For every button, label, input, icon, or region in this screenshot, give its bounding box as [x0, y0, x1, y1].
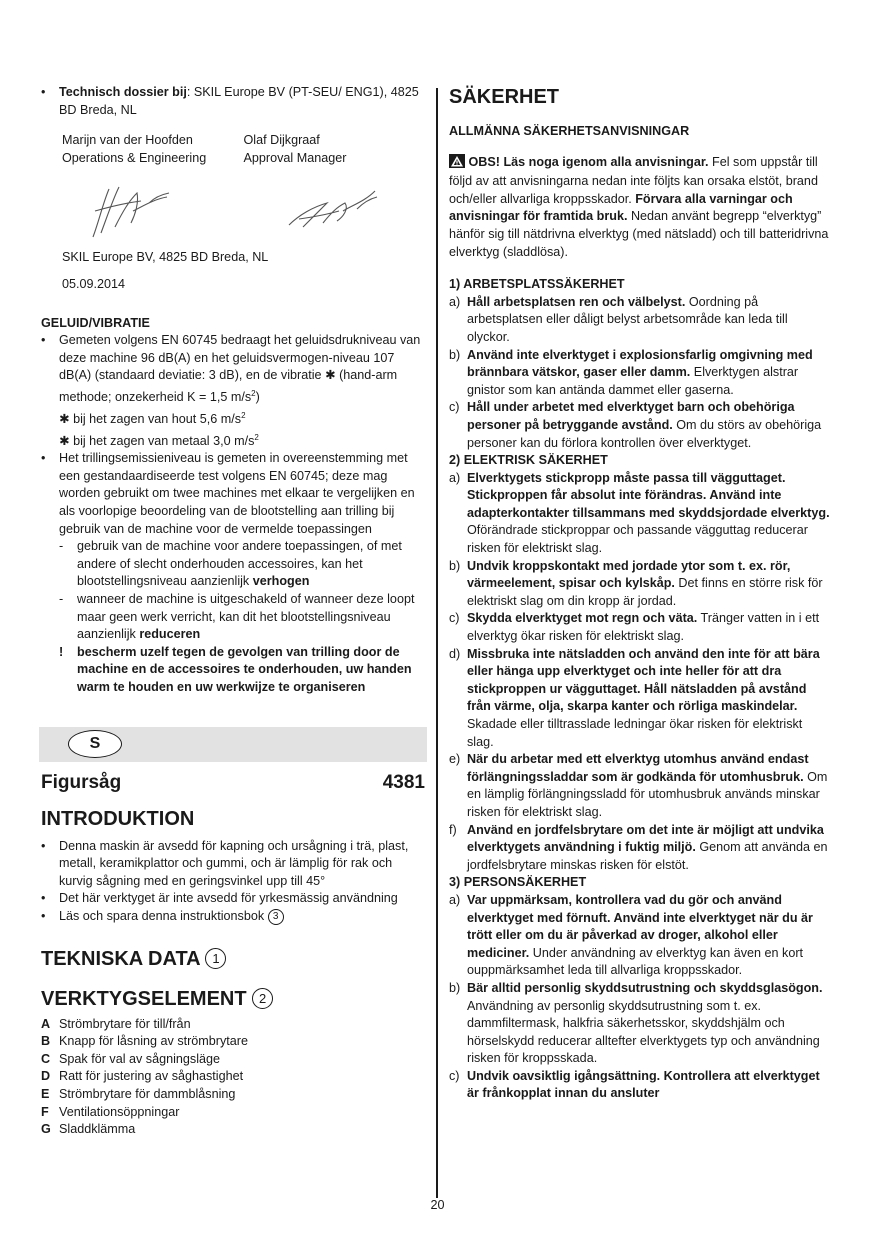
list-item: F Ventilationsöppningar: [41, 1104, 180, 1119]
list-item: a) Elverktygets stickpropp måste passa till vägguttaget. Stickproppen får absolut inte förändras. Använd inte adapterkontakter tillsammans med skyddsjordade elverktyg. Oförändrade stickproppar och passande vägguttag reducerar risken för elektriskt slag.: [449, 470, 830, 556]
noise-dash-1: - gebruik van de machine voor andere toepassingen, of met andere of slecht onderhouden accessoires, kan het blootstellingsniveau aanzienlijk verhogen: [59, 539, 402, 589]
figure-ref-1: 1: [205, 948, 226, 969]
elements-list: [41, 1016, 425, 1139]
list-item: c) Håll under arbetet med elverktyget barn och obehöriga personer på betryggande avstånd. Om du störs av obehöriga personer kan du förlora kontrollen över elverktyget.: [449, 400, 822, 450]
technical-dossier: • Technisch dossier bij: SKIL Europe BV (PT-SEU/ ENG1), 4825 BD Breda, NL: [41, 85, 419, 117]
list-item: b) Använd inte elverktyget i explosionsfarlig omgivning med brännbara vätskor, gaser eller damm. Elverktygen alstrar gnistor som kan antända dammet eller gaserna.: [449, 347, 813, 397]
page-number: 20: [430, 1198, 445, 1212]
list-item: c) Skydda elverktyget mot regn och väta. Tränger vatten in i ett elverktyg ökar risken för elektriskt slag.: [449, 611, 820, 644]
noise-heading: GELUID/VIBRATIE: [41, 315, 150, 330]
general-safety-heading: ALLMÄNNA SÄKERHETSANVISNINGAR: [449, 124, 690, 138]
list-item: b) Undvik kroppskontakt med jordade ytor som t. ex. rör, värmeelement, spisar och kylskåp. Det finns en större risk för elektriskt slag om din kropp är jordad.: [449, 558, 823, 608]
section-2-heading: 2) ELEKTRISK SÄKERHET: [449, 453, 608, 468]
right-column: [449, 84, 831, 1103]
signature-date: 05.09.2014: [62, 276, 126, 291]
list-item: E Strömbrytare för dammblåsning: [41, 1086, 236, 1101]
list-item: f) Använd en jordfelsbrytare om det inte är möjligt att undvika elverktygets användning i fuktig miljö. Genom att använda en jordfelsbrytare minskas risken för elstöt.: [449, 822, 828, 872]
product-line: [41, 772, 425, 794]
dossier-label: Technisch dossier bij: [59, 85, 187, 99]
safety-title: SÄKERHET: [449, 86, 560, 108]
list-item: D Ratt för justering av såghastighet: [41, 1069, 244, 1084]
list-item: G Sladdklämma: [41, 1122, 136, 1137]
list-item: b) Bär alltid personlig skyddsutrustning och skyddsglasögon. Användning av personlig skyddsutrustning som t. ex. dammfiltermask, halkfria säkerhetsskor, skyddshjälm och hörselskydd reducerar alltefter elverktygets typ och användning risken för kroppsskada.: [449, 980, 823, 1066]
figure-ref-2: 2: [252, 988, 273, 1009]
noise-item-1: • Gemeten volgens EN 60745 bedraagt het geluidsdrukniveau van deze machine 96 dB(A) en het geluidsvermogen-niveau 107 dB(A) (standaard deviatie: 3 dB), en de vibratie ✱ (hand-arm methode; onzekerheid K = 1,5 $m/s^2$) ✱ bij het zagen van hout 5,6 $m/s^2$ ✱ bij het zagen van metaal 3,0 $m/s^2$: [41, 333, 421, 448]
noise-item-2: • Het trillingsemissieniveau is gemeten in overeenstemming met een gestandaardiseerde test volgens EN 60745; deze mag worden gebruikt om twee machines met elkaar te vergelijken en als voorlopige beoordeling van de blootstelling aan trilling bij gebruik van de machine voor de vermelde toepassingen: [41, 451, 415, 536]
warning-triangle-icon: [449, 154, 465, 174]
dossier-text: : SKIL Europe BV (PT-SEU/ ENG1), 4825 BD Breda, NL: [59, 85, 419, 117]
list-item: C Spak för val av sågningsläge: [41, 1051, 221, 1066]
left-column: [41, 84, 425, 1139]
list-item: d) Missbruka inte nätsladden och använd den inte för att bära eller hänga upp elverktyget och inte heller för att dra stickproppen ur vägguttaget. Håll nätsladden på avstånd från värme, olja, skarpa kanter och rörliga maskindelar. Skadade eller tilltrasslade ledningar ökar risken för elektriskt slag.: [449, 646, 820, 749]
list-item: A Strömbrytare för till/från: [41, 1016, 191, 1031]
language-badge: S: [68, 730, 122, 758]
tech-data-heading: TEKNISKA DATA 1: [41, 948, 425, 970]
signatory-1: Marijn van der Hoofden Operations & Engineering: [62, 133, 207, 165]
list-item: • Denna maskin är avsedd för kapning och ursågning i trä, plast, metall, keramikplattor och gummi, och är lämplig för rak och kurvig sågning med en geringsvinkel upp till 45°: [41, 838, 409, 888]
figure-ref-3: 3: [268, 909, 284, 925]
list-item: a) Var uppmärksam, kontrollera vad du gör och använd elverktyget med förnuft. Använd inte elverktyget när du är trött eller om du är påverkad av droger, alkohol eller mediciner. Under användning av elverktyg kan även en kort ouppmärksamhet leda till allvarliga kroppsskador.: [449, 892, 813, 978]
list-item: • Det här verktyget är inte avsedd för yrkesmässig användning: [41, 891, 398, 906]
signature-1-image: [79, 181, 189, 245]
vibration-metal: bij het zagen van metaal 3,0 m/s: [73, 433, 255, 448]
list-item: a) Håll arbetsplatsen ren och välbelyst. Oordning på arbetsplatsen eller dåligt belyst arbetsområde kan leda till olyckor.: [449, 294, 788, 344]
list-item: B Knapp för låsning av strömbrytare: [41, 1034, 248, 1049]
list-item: c) Undvik oavsiktlig igångsättning. Kontrollera att elverktyget är frånkopplat innan du ansluter: [449, 1068, 820, 1101]
intro-list: [41, 838, 425, 926]
general-warning: OBS! Läs noga igenom alla anvisningar. Fel som uppstår till följd av att anvisningarna nedan inte följts kan orsaka elstöt, brand och/eller allvarliga kroppsskador. Förvara alla varningar och anvisningar för framtida bruk. Nedan använt begrepp “elverktyg” hänför sig till nätdrivna elverktyg (med nätsladd) och till batteridrivna elverktyg (sladdlösa).: [449, 154, 829, 259]
language-band: [39, 727, 427, 762]
company-address: SKIL Europe BV, 4825 BD Breda, NL: [62, 250, 269, 265]
model-number: 4381: [382, 771, 425, 793]
signatories: [62, 132, 425, 167]
vibration-wood: bij het zagen van hout 5,6 m/s: [73, 411, 242, 426]
signature-2-image: [279, 181, 389, 245]
section-3-heading: 3) PERSONSÄKERHET: [449, 875, 587, 890]
column-divider: [436, 88, 438, 1198]
noise-warning: ! bescherm uzelf tegen de gevolgen van trilling door de machine en de accessoires te onderhouden, uw handen warm te houden en uw werkwijze te organiseren: [59, 644, 412, 694]
noise-dash-2: - wanneer de machine is uitgeschakeld of wanneer deze loopt maar geen werk verricht, kan dit het blootstellingsniveau aanzienlijk reduceren: [59, 592, 415, 642]
list-item: e) När du arbetar med ett elverktyg utomhus använd endast förlängningssladdar som är godkända för utomhusbruk. Om en lämplig förlängningssladd för utomhusbruk används minskar risken för elektriskt slag.: [449, 752, 828, 819]
intro-heading: INTRODUKTION: [41, 807, 195, 830]
elements-heading: VERKTYGSELEMENT 2: [41, 988, 425, 1010]
section-1-heading: 1) ARBETSPLATSSÄKERHET: [449, 277, 625, 292]
product-name: Figursåg: [41, 771, 122, 793]
signatory-2: Olaf Dijkgraaf Approval Manager: [243, 133, 347, 165]
signatures: [79, 181, 425, 245]
list-item: • Läs och spara denna instruktionsbok 3: [41, 908, 425, 926]
